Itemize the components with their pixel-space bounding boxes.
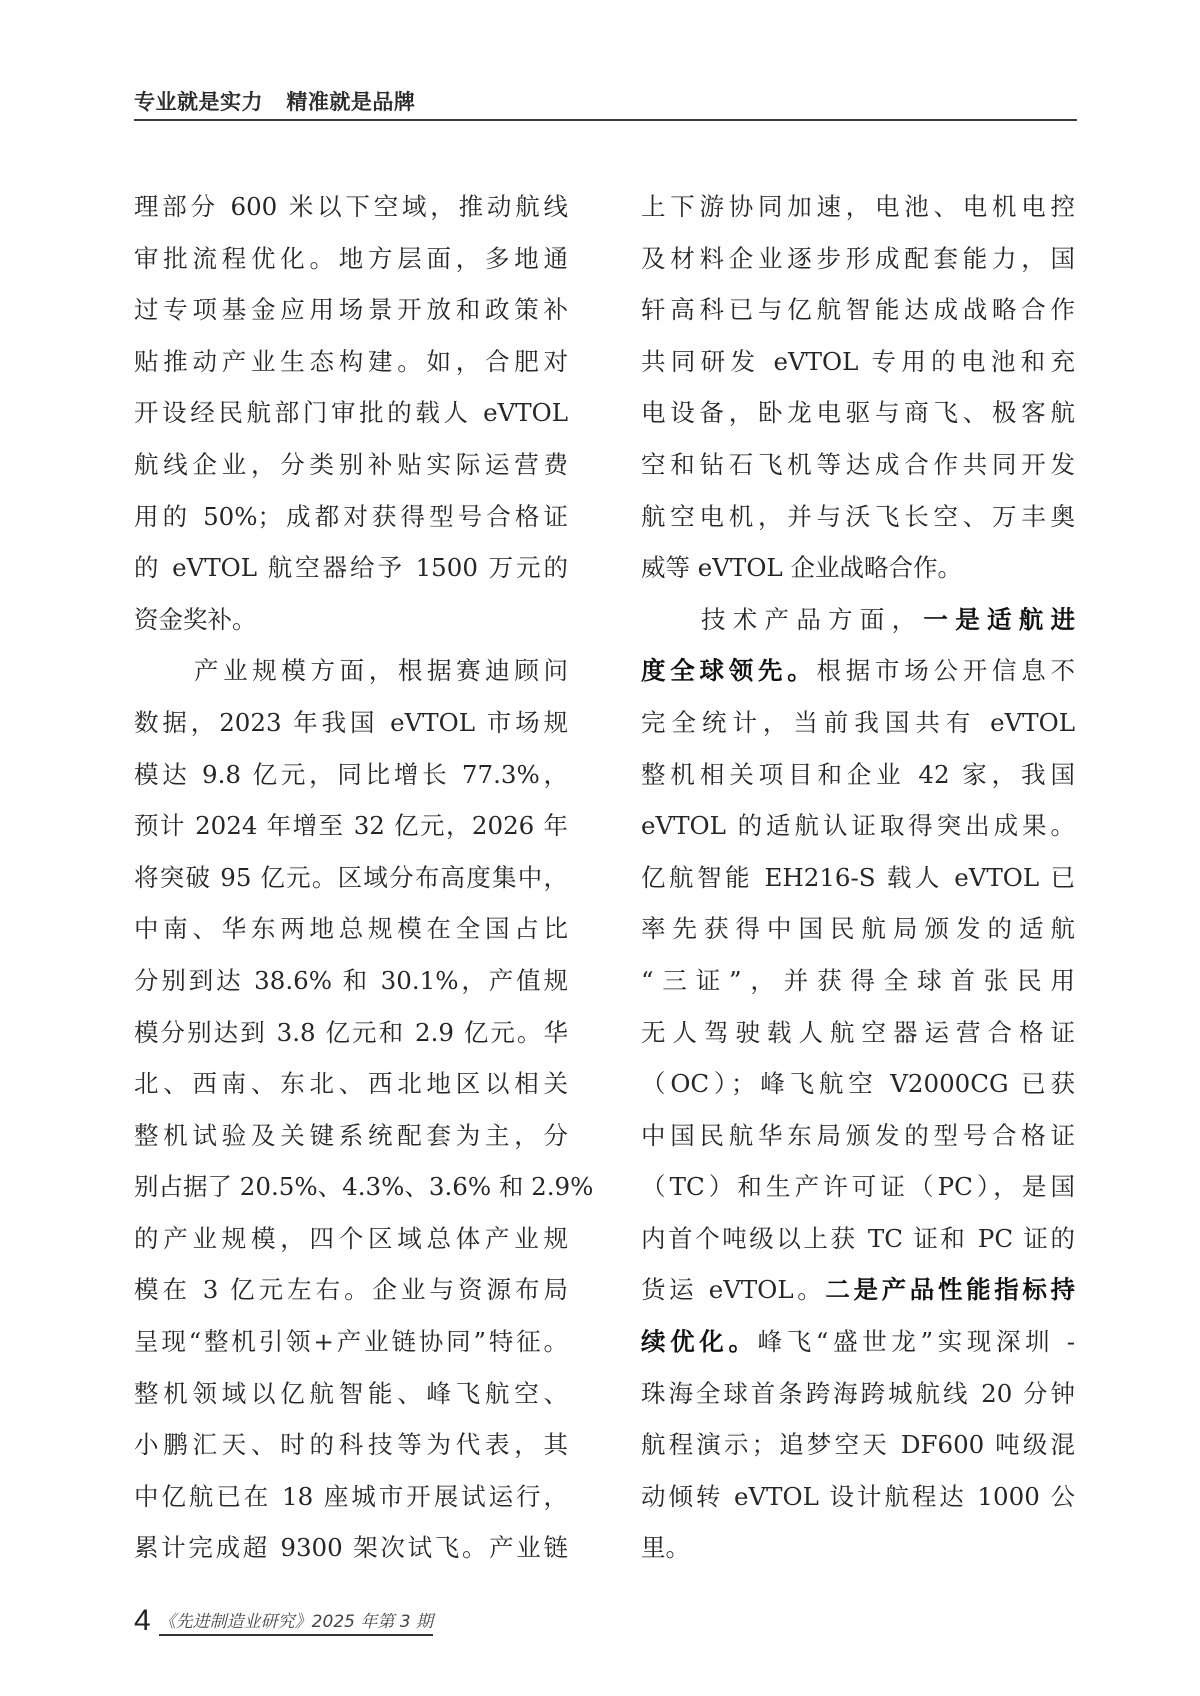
line-text: 数据，2023 年我国 eVTOL 市场规 bbox=[134, 707, 568, 737]
page-number: 4 bbox=[134, 1604, 151, 1637]
line-text: 产业规模方面，根据赛迪顾问 bbox=[194, 656, 568, 686]
line-text: 货运 eVTOL。 bbox=[641, 1275, 826, 1305]
text-line bbox=[134, 1269, 568, 1321]
line-text: 中南、华东两地总规模在全国占比 bbox=[134, 914, 568, 944]
line-text: 别占据了 20.5%、4.3%、3.6% 和 2.9% bbox=[134, 1172, 594, 1202]
text-line bbox=[641, 1424, 1075, 1476]
right-column bbox=[641, 186, 1075, 1579]
line-text: 开设经民航部门审批的载人 eVTOL bbox=[134, 398, 568, 428]
text-line bbox=[134, 754, 568, 806]
text-line bbox=[641, 650, 1075, 702]
line-text: 理部分 600 米以下空域，推动航线 bbox=[134, 192, 568, 221]
line-text: 航空电机，并与沃飞长空、万丰奥 bbox=[641, 501, 1075, 531]
line-text: 整机相关项目和企业 42 家，我国 bbox=[641, 759, 1075, 789]
line-text: 累计完成超 9300 架次试飞。产业链 bbox=[134, 1533, 568, 1563]
text-line bbox=[641, 1476, 1075, 1528]
text-line bbox=[134, 857, 568, 909]
line-text: 率先获得中国民航局颁发的适航 bbox=[641, 914, 1075, 944]
line-text: 北、西南、东北、西北地区以相关 bbox=[134, 1069, 568, 1099]
text-line bbox=[641, 754, 1075, 806]
text-line bbox=[641, 1269, 1075, 1321]
text-line bbox=[134, 186, 568, 238]
line-text: 小鹏汇天、时的科技等为代表，其 bbox=[134, 1430, 568, 1460]
bold-emphasis: 度全球领先。 bbox=[641, 656, 817, 686]
running-header-title: 专业就是实力 精准就是品牌 bbox=[134, 90, 416, 114]
line-text: 共同研发 eVTOL 专用的电池和充 bbox=[641, 346, 1075, 376]
text-line bbox=[134, 805, 568, 857]
text-line bbox=[134, 960, 568, 1012]
line-text: 上下游协同加速，电池、电机电控 bbox=[641, 192, 1075, 221]
line-text: 中亿航已在 18 座城市开展试运行， bbox=[134, 1481, 568, 1511]
line-text: 整机领域以亿航智能、峰飞航空、 bbox=[134, 1378, 568, 1408]
text-line bbox=[134, 496, 568, 548]
text-line bbox=[134, 599, 568, 651]
text-line bbox=[641, 1218, 1075, 1270]
text-line bbox=[641, 857, 1075, 909]
text-line bbox=[134, 392, 568, 444]
text-line bbox=[134, 1527, 568, 1579]
line-text: 无人驾驶载人航空器运营合格证 bbox=[641, 1017, 1075, 1047]
text-line bbox=[134, 1373, 568, 1425]
bold-emphasis: 二是产品性能指标持 bbox=[825, 1275, 1075, 1305]
text-line bbox=[641, 1012, 1075, 1064]
text-line bbox=[134, 1115, 568, 1167]
text-line bbox=[134, 444, 568, 496]
text-line bbox=[641, 960, 1075, 1012]
line-text: 航程演示；追梦空天 DF600 吨级混 bbox=[641, 1430, 1075, 1460]
line-text: （TC）和生产许可证（PC），是国 bbox=[641, 1172, 1075, 1202]
line-text: 电设备，卧龙电驱与商飞、极客航 bbox=[641, 398, 1075, 428]
line-text: （OC）；峰飞航空 V2000CG 已获 bbox=[641, 1069, 1075, 1099]
line-text: “三证”，并获得全球首张民用 bbox=[641, 965, 1075, 995]
line-text: 贴推动产业生态构建。如，合肥对 bbox=[134, 346, 568, 376]
line-text: 整机试验及关键系统配套为主，分 bbox=[134, 1120, 568, 1150]
text-line bbox=[641, 496, 1075, 548]
line-text: 分别到达 38.6% 和 30.1%，产值规 bbox=[134, 965, 568, 995]
line-text: 过专项基金应用场景开放和政策补 bbox=[134, 295, 568, 325]
text-line bbox=[641, 392, 1075, 444]
line-text: 威等 eVTOL 企业战略合作。 bbox=[641, 553, 962, 583]
line-text: 审批流程优化。地方层面，多地通 bbox=[134, 243, 568, 273]
text-line bbox=[134, 289, 568, 341]
left-column bbox=[134, 186, 594, 1579]
bold-emphasis: 续优化。 bbox=[641, 1327, 758, 1357]
line-text: eVTOL 的适航认证取得突出成果。 bbox=[641, 811, 1075, 841]
line-text: 珠海全球首条跨海跨城航线 20 分钟 bbox=[641, 1378, 1075, 1408]
text-line bbox=[641, 547, 1075, 599]
text-line bbox=[134, 341, 568, 393]
text-line bbox=[134, 1166, 594, 1218]
line-text: 根据市场公开信息不 bbox=[816, 656, 1075, 686]
text-line bbox=[134, 1063, 568, 1115]
line-text: 动倾转 eVTOL 设计航程达 1000 公 bbox=[641, 1481, 1075, 1511]
bold-emphasis: 一是适航进 bbox=[923, 604, 1076, 634]
line-text: 用的 50%；成都对获得型号合格证 bbox=[134, 501, 568, 531]
text-line bbox=[134, 238, 568, 290]
text-line bbox=[641, 186, 1075, 238]
text-line bbox=[641, 805, 1075, 857]
text-line bbox=[641, 1115, 1075, 1167]
text-line bbox=[134, 1321, 568, 1373]
line-text: 完全统计，当前我国共有 eVTOL bbox=[641, 707, 1075, 737]
text-line bbox=[641, 599, 1075, 651]
text-line bbox=[134, 1218, 568, 1270]
text-line bbox=[641, 1321, 1075, 1373]
text-line bbox=[134, 650, 568, 702]
text-line bbox=[641, 1527, 1075, 1579]
line-text: 技术产品方面， bbox=[701, 604, 924, 634]
text-line bbox=[641, 1063, 1075, 1115]
text-line bbox=[641, 289, 1075, 341]
line-text: 模分别达到 3.8 亿元和 2.9 亿元。华 bbox=[134, 1017, 568, 1047]
line-text: 模达 9.8 亿元，同比增长 77.3%， bbox=[134, 759, 568, 789]
line-text: 中国民航华东局颁发的型号合格证 bbox=[641, 1120, 1075, 1150]
journal-citation: 《先进制造业研究》2025 年第 3 期 bbox=[159, 1607, 433, 1636]
line-text: 内首个吨级以上获 TC 证和 PC 证的 bbox=[641, 1223, 1075, 1253]
line-text: 的产业规模，四个区域总体产业规 bbox=[134, 1223, 568, 1253]
text-line bbox=[134, 908, 568, 960]
page-footer bbox=[134, 1606, 433, 1636]
text-line bbox=[641, 238, 1075, 290]
text-line bbox=[134, 1476, 568, 1528]
line-text: 呈现“整机引领+产业链协同”特征。 bbox=[134, 1327, 568, 1357]
line-text: 亿航智能 EH216-S 载人 eVTOL 已 bbox=[641, 862, 1075, 892]
text-line bbox=[641, 341, 1075, 393]
line-text: 空和钻石飞机等达成合作共同开发 bbox=[641, 449, 1075, 479]
line-text: 里。 bbox=[641, 1533, 690, 1563]
text-line bbox=[641, 908, 1075, 960]
text-line bbox=[134, 547, 568, 599]
line-text: 将突破 95 亿元。区域分布高度集中， bbox=[134, 862, 568, 892]
text-line bbox=[641, 444, 1075, 496]
line-text: 资金奖补。 bbox=[134, 604, 257, 634]
text-line bbox=[134, 1012, 568, 1064]
line-text: 的 eVTOL 航空器给予 1500 万元的 bbox=[134, 553, 568, 583]
line-text: 轩高科已与亿航智能达成战略合作 bbox=[641, 295, 1075, 325]
header-divider bbox=[134, 119, 1077, 121]
text-line bbox=[134, 1424, 568, 1476]
text-line bbox=[134, 702, 568, 754]
line-text: 预计 2024 年增至 32 亿元，2026 年 bbox=[134, 811, 568, 841]
line-text: 模在 3 亿元左右。企业与资源布局 bbox=[134, 1275, 568, 1305]
line-text: 及材料企业逐步形成配套能力，国 bbox=[641, 243, 1075, 273]
text-line bbox=[641, 702, 1075, 754]
line-text: 峰飞“盛世龙”实现深圳 - bbox=[757, 1327, 1075, 1357]
text-line bbox=[641, 1166, 1075, 1218]
line-text: 航线企业，分类别补贴实际运营费 bbox=[134, 449, 568, 479]
text-line bbox=[641, 1373, 1075, 1425]
